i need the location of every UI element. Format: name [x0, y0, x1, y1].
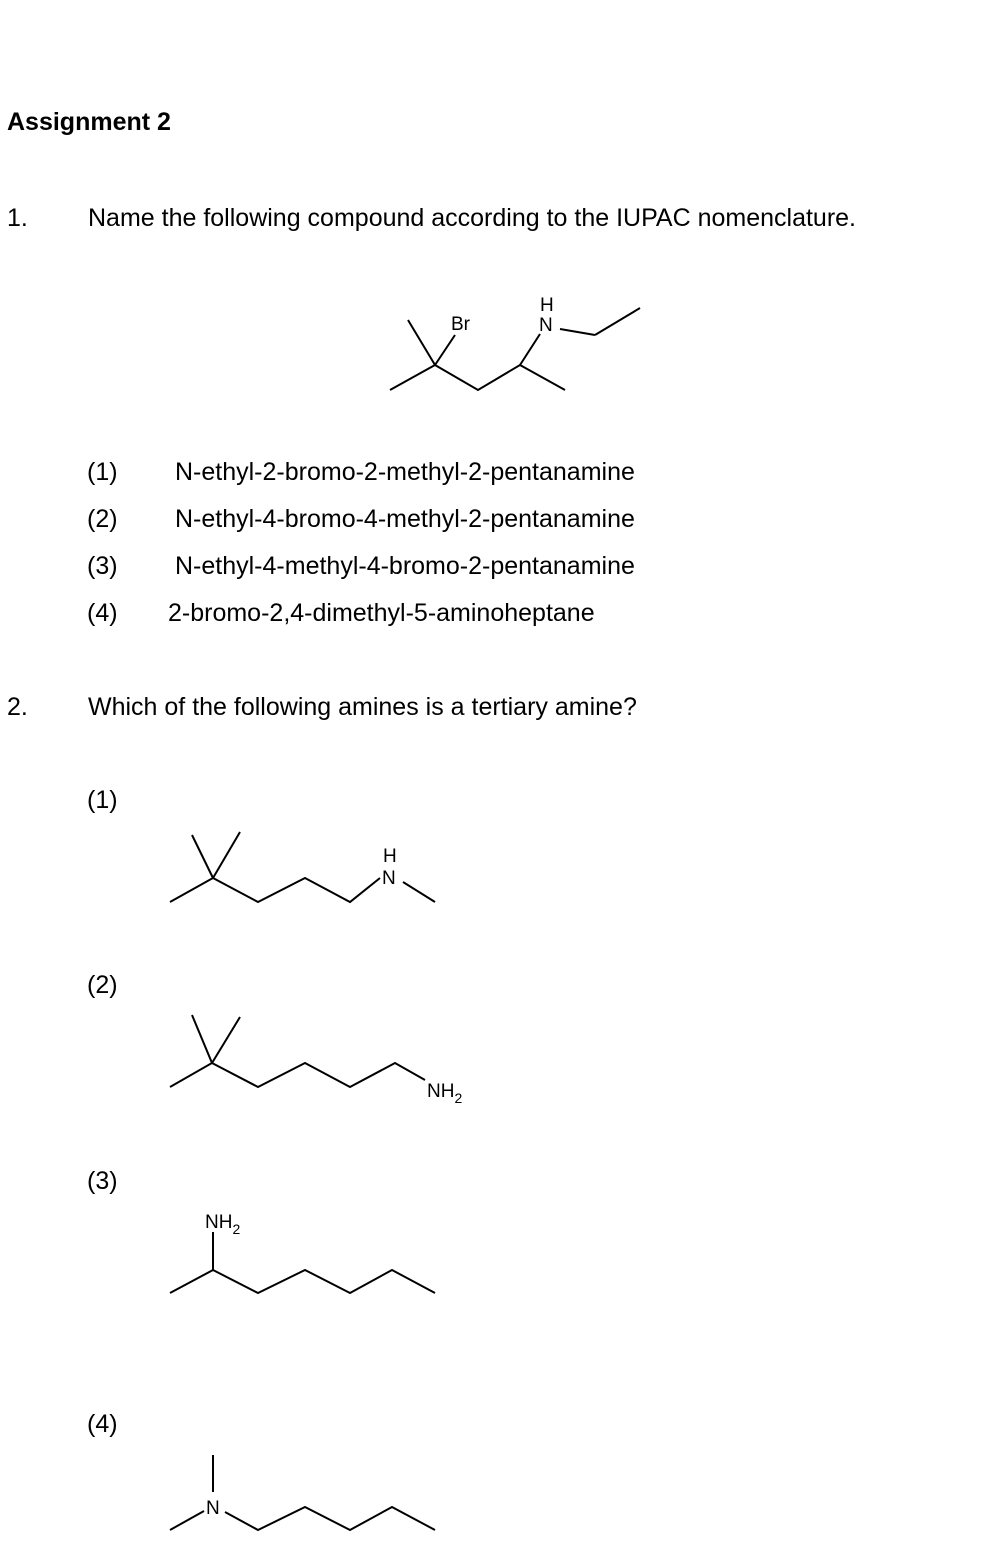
q1-option-2-text: N-ethyl-4-bromo-4-methyl-2-pentanamine [175, 505, 635, 533]
q2-opt1-n-label: N [382, 868, 396, 889]
q2-opt1-h-label: H [383, 846, 397, 867]
q1-option-1-text: N-ethyl-2-bromo-2-methyl-2-pentanamine [175, 458, 635, 486]
q2-option-1-label: (1) [87, 786, 118, 814]
q1-option-4-text: 2-bromo-2,4-dimethyl-5-aminoheptane [168, 599, 595, 627]
q2-opt2-nh-text: NH [427, 1081, 455, 1102]
q2-option-4-label: (4) [87, 1410, 118, 1438]
q2-opt3-nh-text: NH [205, 1212, 233, 1233]
q1-option-1-label: (1) [87, 458, 118, 486]
q1-br-label: Br [451, 314, 470, 335]
q1-option-3-text: N-ethyl-4-methyl-4-bromo-2-pentanamine [175, 552, 635, 580]
q2-option-3-label: (3) [87, 1167, 118, 1195]
q1-option-3-label: (3) [87, 552, 118, 580]
question-2-text: Which of the following amines is a tertiary amine? [88, 693, 637, 721]
q2-option-2-label: (2) [87, 971, 118, 999]
question-1-number: 1. [7, 204, 28, 232]
q1-h-label: H [540, 295, 554, 316]
q1-option-4-label: (4) [87, 599, 118, 627]
q2-opt4-n-label: N [206, 1498, 220, 1519]
question-2-number: 2. [7, 693, 28, 721]
q1-option-2-label: (2) [87, 505, 118, 533]
q2-opt2-subscript: 2 [454, 1090, 463, 1106]
q1-n-label: N [539, 315, 553, 336]
q2-opt3-subscript: 2 [232, 1221, 241, 1237]
question-1-text: Name the following compound according to the IUPAC nomenclature. [88, 204, 857, 232]
page-title: Assignment 2 [7, 108, 171, 136]
